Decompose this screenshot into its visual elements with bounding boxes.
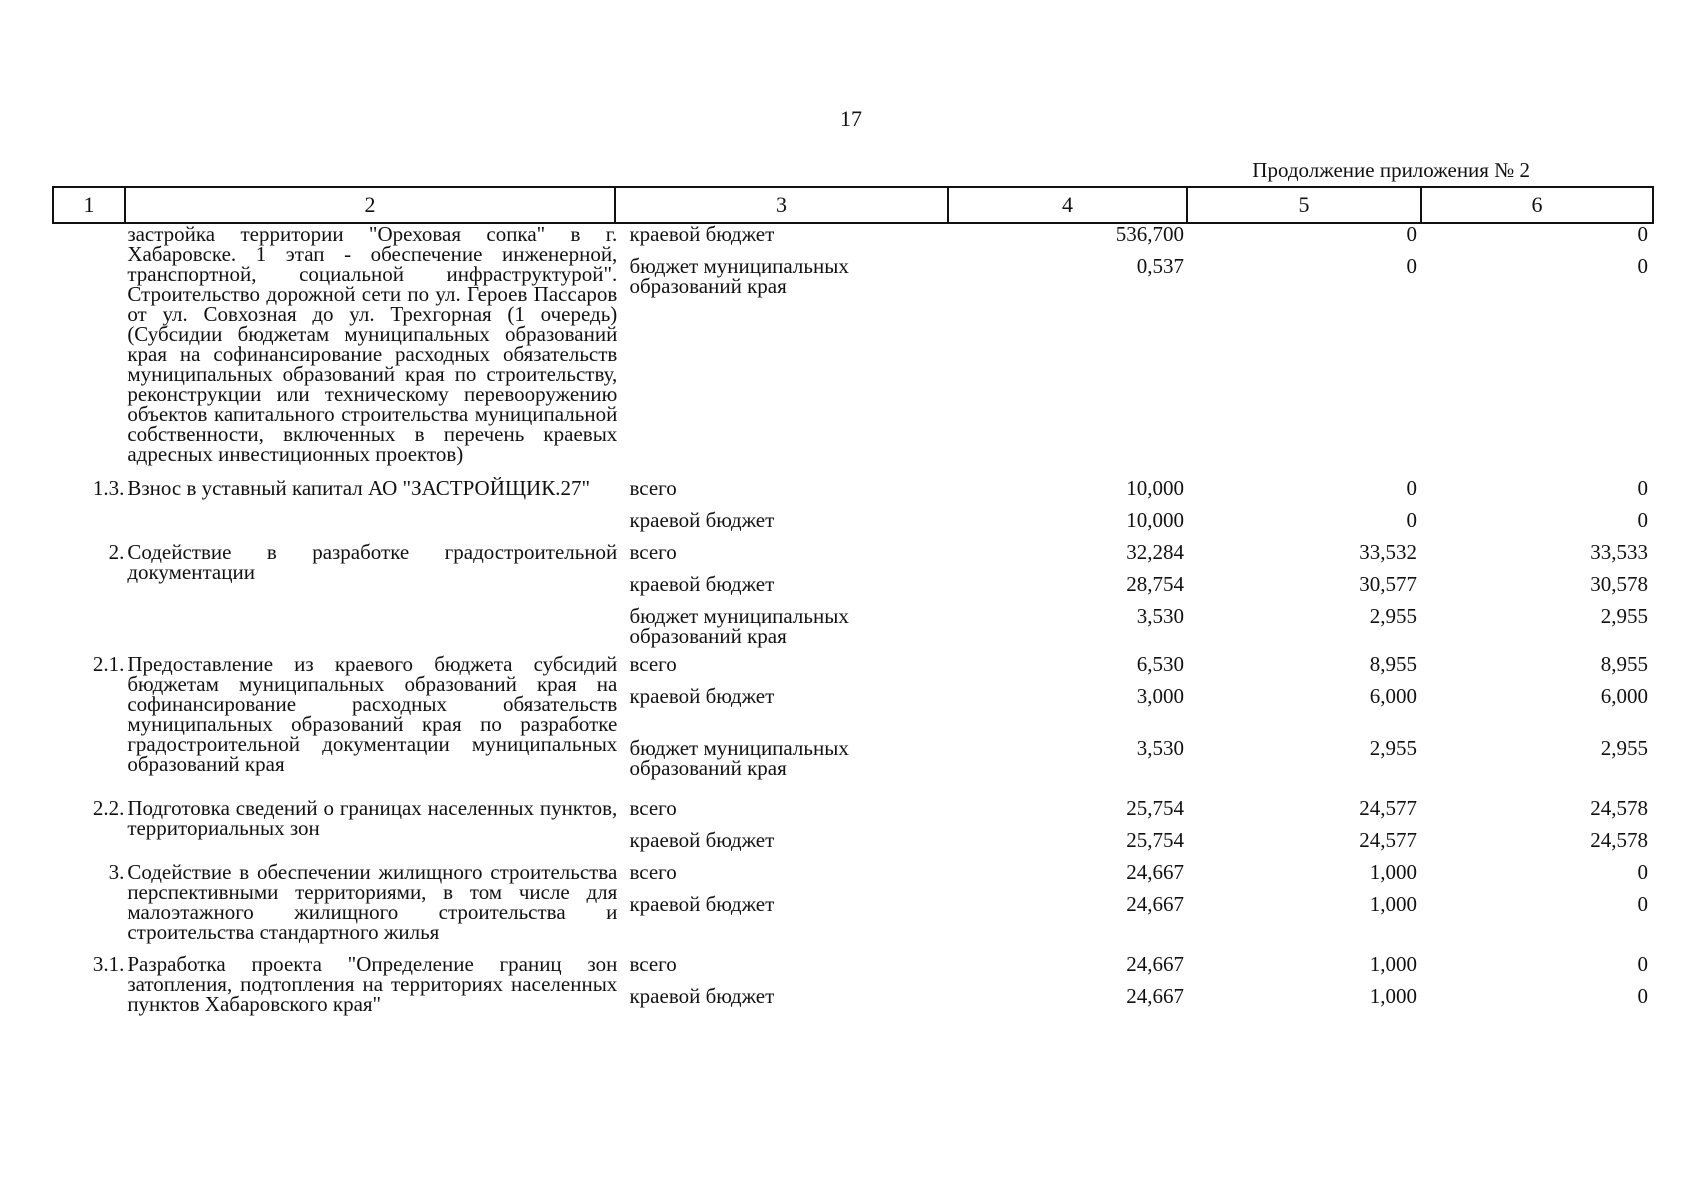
value-cell: 8,955: [1369, 652, 1417, 676]
source-name: краевой бюджет: [629, 572, 775, 596]
row-number: 3.1.: [92, 952, 125, 976]
value-cell: 6,000: [1600, 684, 1648, 708]
value-cell: 3,000: [1136, 684, 1184, 708]
value-cell: 28,754: [1126, 572, 1184, 596]
budget-table: [52, 224, 1654, 1018]
table-row: [52, 954, 1654, 1018]
source-name: всего: [629, 540, 677, 564]
source-name: бюджет муниципальных образований края: [629, 604, 849, 648]
row-description: Содействие в разработке градостроительной документации: [127, 540, 618, 584]
value-cell: 24,578: [1590, 796, 1648, 820]
column-5-values: [1190, 798, 1423, 862]
table-row: [52, 542, 1654, 654]
value-cell: 8,955: [1600, 652, 1648, 676]
column-header-6: 6: [1421, 187, 1653, 223]
column-4-values: [952, 798, 1190, 862]
funding-sources: [619, 862, 951, 942]
source-name: всего: [629, 476, 677, 500]
column-header-5: 5: [1187, 187, 1421, 223]
continuation-caption: Продолжение приложения № 2: [1252, 158, 1530, 182]
value-cell: 10,000: [1126, 508, 1184, 532]
source-name: краевой бюджет: [629, 508, 775, 532]
column-6-values: [1423, 542, 1654, 654]
value-cell: 2,955: [1369, 736, 1417, 760]
row-description: Подготовка сведений о границах населенных пунктов, территориальных зон: [127, 796, 618, 840]
row-description: Разработка проекта "Определение границ зон затопления, подтопления на территориях населенных пунктов Хабаровского края": [127, 952, 618, 1016]
value-cell: 24,667: [1126, 952, 1184, 976]
value-cell: 0: [1637, 222, 1648, 246]
column-6-values: [1423, 654, 1654, 786]
column-4-values: [952, 654, 1190, 786]
funding-sources: [619, 798, 951, 862]
row-number: 2.1.: [92, 652, 125, 676]
row-number: 2.: [108, 540, 125, 564]
column-4-values: [952, 478, 1190, 542]
funding-sources: [619, 954, 951, 1018]
value-cell: 24,667: [1126, 860, 1184, 884]
value-cell: 0: [1637, 892, 1648, 916]
value-cell: 0: [1406, 254, 1417, 278]
column-5-values: [1190, 654, 1423, 786]
value-cell: 25,754: [1126, 828, 1184, 852]
source-name: всего: [629, 652, 677, 676]
funding-sources: [619, 224, 951, 464]
row-description: Содействие в обеспечении жилищного строительства перспективными территориями, в том числе для малоэтажного жилищного строительства и строительства стандартного жилья: [127, 860, 618, 944]
column-header-4: 4: [948, 187, 1187, 223]
column-4-values: [952, 542, 1190, 654]
value-cell: 3,530: [1136, 604, 1184, 628]
table-row: [52, 862, 1654, 942]
column-5-values: [1190, 478, 1423, 542]
value-cell: 0: [1637, 508, 1648, 532]
row-description: Предоставление из краевого бюджета субсидий бюджетам муниципальных образований края на софинансирование расходных обязательств муниципальных образований края по разработке градостроительной документации муниципальных образований края: [127, 652, 618, 776]
column-5-values: [1190, 862, 1423, 942]
column-6-values: [1423, 862, 1654, 942]
row-description: Взнос в уставный капитал АО "ЗАСТРОЙЩИК.27": [127, 476, 591, 500]
column-6-values: [1423, 798, 1654, 862]
value-cell: 0: [1637, 860, 1648, 884]
table-row: [52, 478, 1654, 542]
funding-sources: [619, 478, 951, 542]
column-6-values: [1423, 954, 1654, 1018]
page-number: 17: [840, 106, 862, 131]
value-cell: 30,577: [1359, 572, 1417, 596]
value-cell: 24,577: [1359, 828, 1417, 852]
value-cell: 2,955: [1600, 604, 1648, 628]
value-cell: 6,530: [1136, 652, 1184, 676]
table-row: [52, 224, 1654, 464]
source-name: краевой бюджет: [629, 984, 775, 1008]
source-name: всего: [629, 952, 677, 976]
column-header-table: [52, 186, 1654, 224]
column-6-values: [1423, 224, 1654, 464]
value-cell: 24,578: [1590, 828, 1648, 852]
source-name: всего: [629, 860, 677, 884]
value-cell: 0: [1637, 476, 1648, 500]
table-row: [52, 654, 1654, 786]
source-name: краевой бюджет: [629, 222, 775, 246]
value-cell: 6,000: [1369, 684, 1417, 708]
value-cell: 1,000: [1369, 860, 1417, 884]
value-cell: 2,955: [1600, 736, 1648, 760]
row-description: застройка территории "Ореховая сопка" в г. Хабаровске. 1 этап - обеспечение инженерной, транспортной, социальной инфраструктурой". Строительство дорожной сети по ул. Героев Пассаров от ул. Совхозная до ул. Трехгорная (1 очередь) (Субсидии бюджетам муниципальных образований края на софинансирование расходных обязательств муниципальных образований края по строительству, реконструкции или техническому перевооружению объектов капитального строительства муниципальной собственности, включенных в перечень краевых адресных инвестиционных проектов): [127, 222, 618, 466]
column-header-3: 3: [615, 187, 948, 223]
value-cell: 24,667: [1126, 984, 1184, 1008]
column-5-values: [1190, 224, 1423, 464]
value-cell: 1,000: [1369, 984, 1417, 1008]
value-cell: 0: [1406, 222, 1417, 246]
source-name: бюджет муниципальных образований края: [629, 736, 849, 780]
source-name: краевой бюджет: [629, 892, 775, 916]
value-cell: 0: [1406, 476, 1417, 500]
value-cell: 0: [1637, 984, 1648, 1008]
column-4-values: [952, 862, 1190, 942]
row-number: 2.2.: [92, 796, 125, 820]
value-cell: 2,955: [1369, 604, 1417, 628]
value-cell: 0: [1637, 254, 1648, 278]
value-cell: 10,000: [1126, 476, 1184, 500]
funding-sources: [619, 654, 951, 786]
column-header-row: [53, 187, 1653, 223]
column-6-values: [1423, 478, 1654, 542]
value-cell: 33,533: [1590, 540, 1648, 564]
table-row: [52, 798, 1654, 862]
value-cell: 1,000: [1369, 892, 1417, 916]
source-name: всего: [629, 796, 677, 820]
value-cell: 24,667: [1126, 892, 1184, 916]
value-cell: 0,537: [1136, 254, 1184, 278]
column-4-values: [952, 224, 1190, 464]
value-cell: 0: [1637, 952, 1648, 976]
value-cell: 1,000: [1369, 952, 1417, 976]
value-cell: 3,530: [1136, 736, 1184, 760]
value-cell: 24,577: [1359, 796, 1417, 820]
row-number: 3.: [108, 860, 125, 884]
column-header-1: 1: [53, 187, 125, 223]
row-number: 1.3.: [92, 476, 125, 500]
funding-sources: [619, 542, 951, 654]
column-header-2: 2: [125, 187, 615, 223]
source-name: краевой бюджет: [629, 828, 775, 852]
column-5-values: [1190, 954, 1423, 1018]
value-cell: 536,700: [1115, 222, 1184, 246]
value-cell: 33,532: [1359, 540, 1417, 564]
source-name: краевой бюджет: [629, 684, 775, 708]
value-cell: 0: [1406, 508, 1417, 532]
column-5-values: [1190, 542, 1423, 654]
column-4-values: [952, 954, 1190, 1018]
value-cell: 30,578: [1590, 572, 1648, 596]
source-name: бюджет муниципальных образований края: [629, 254, 849, 298]
value-cell: 25,754: [1126, 796, 1184, 820]
value-cell: 32,284: [1126, 540, 1184, 564]
